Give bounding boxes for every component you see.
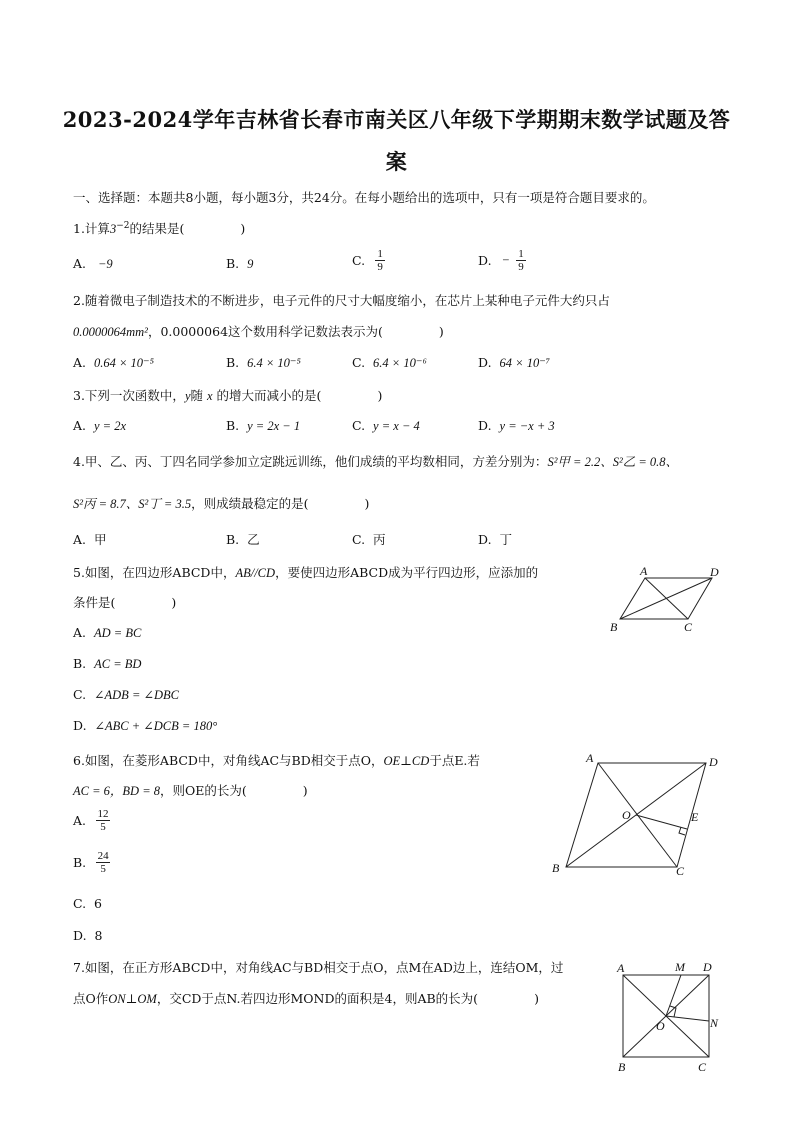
q6-label-o: O: [622, 808, 631, 822]
question-7-stem-line2: 点O作ON⊥OM，交CD于点N.若四边形MOND的面积是4，则AB的长为( ): [73, 991, 539, 1006]
q6-label-c: C: [676, 864, 685, 878]
q7-label-n: N: [710, 1016, 719, 1030]
fraction: $\frac{24}{5}$: [97, 850, 109, 875]
q7-label-d: D: [703, 960, 712, 974]
question-4-stem: 4.甲、乙、丙、丁四名同学参加立定跳远训练，他们成绩的平均数相同，方差分别为：S²甲 = 2.2、S²乙 = 0.8、: [73, 454, 679, 469]
q4-option-b[interactable]: B. 乙: [226, 532, 260, 547]
q4-option-a[interactable]: A. 甲: [73, 532, 107, 547]
q7-label-o: O: [656, 1019, 665, 1033]
section-heading: 一、选择题：本题共8小题，每小题3分，共24分。在每小题给出的选项中，只有一项是符合题目要求的。: [73, 190, 655, 205]
q1-option-a[interactable]: A. −9: [73, 256, 113, 271]
question-1-stem: 1.计算$3^{-2}$的结果是( ): [73, 220, 246, 236]
q5-option-c[interactable]: C. ∠ADB = ∠DBC: [73, 687, 179, 702]
fraction: $\frac{1}{9}$: [375, 248, 385, 273]
q1-option-d[interactable]: D. − $\frac{1}{9}$: [478, 248, 526, 273]
q2-option-d[interactable]: D. 64 × 10⁻⁷: [478, 355, 551, 370]
q6-label-a: A: [586, 751, 594, 765]
question-5-stem: 5.如图，在四边形ABCD中，AB//CD，要使四边形ABCD成为平行四边形，应添加的: [73, 565, 539, 580]
q6-label-e: E: [691, 810, 699, 824]
q1-option-b[interactable]: B. 9: [226, 256, 254, 271]
q2-option-c[interactable]: C. 6.4 × 10⁻⁶: [352, 355, 427, 370]
q6-label-b: B: [552, 861, 560, 875]
page-title: 2023-2024学年吉林省长春市南关区八年级下学期期末数学试题及答: [62, 107, 731, 132]
q5-option-b[interactable]: B. AC = BD: [73, 656, 142, 671]
q6-option-c[interactable]: C. 6: [73, 896, 102, 911]
q3-option-a[interactable]: A. y = 2x: [73, 418, 126, 433]
question-3-stem: 3.下列一次函数中，y随 x 的增大而减小的是( ): [73, 388, 383, 403]
q4-option-d[interactable]: D. 丁: [478, 532, 513, 547]
fraction: $\frac{12}{5}$: [97, 808, 109, 833]
q4-option-c[interactable]: C. 丙: [352, 532, 386, 547]
q3-option-c[interactable]: C. y = x − 4: [352, 418, 420, 433]
question-2-stem-line2: 0.0000064mm²，0.0000064这个数用科学记数法表示为( ): [73, 324, 444, 339]
q6-label-d: D: [709, 755, 718, 769]
q5-option-d[interactable]: D. ∠ABC + ∠DCB = 180°: [73, 718, 218, 733]
question-5-stem-line2: 条件是( ): [73, 595, 177, 610]
q7-label-b: B: [618, 1060, 626, 1074]
question-7-stem: 7.如图，在正方形ABCD中，对角线AC与BD相交于点O，点M在AD边上，连结OM，过: [73, 960, 564, 975]
question-6-stem: 6.如图，在菱形ABCD中，对角线AC与BD相交于点O，OE⊥CD于点E.若: [73, 753, 480, 768]
q7-label-a: A: [617, 961, 625, 975]
q3-option-b[interactable]: B. y = 2x − 1: [226, 418, 301, 433]
q5-option-a[interactable]: A. AD = BC: [73, 625, 142, 640]
question-2-stem: 2.随着微电子制造技术的不断进步，电子元件的尺寸大幅度缩小，在芯片上某种电子元件大约只占: [73, 293, 610, 308]
page-title-continued: 案: [385, 149, 408, 174]
q6-option-d[interactable]: D. 8: [73, 928, 103, 943]
q5-label-a: A: [640, 564, 648, 578]
q2-option-a[interactable]: A. 0.64 × 10⁻⁵: [73, 355, 154, 370]
q5-label-b: B: [610, 620, 618, 634]
q5-label-c: C: [684, 620, 693, 634]
q7-label-c: C: [698, 1060, 707, 1074]
q2-option-b[interactable]: B. 6.4 × 10⁻⁵: [226, 355, 301, 370]
q7-label-m: M: [675, 960, 685, 974]
question-6-stem-line2: AC = 6，BD = 8，则OE的长为( ): [73, 783, 308, 798]
q3-option-d[interactable]: D. y = −x + 3: [478, 418, 555, 433]
q6-option-a[interactable]: A. $\frac{12}{5}$: [73, 808, 109, 833]
q6-option-b[interactable]: B. $\frac{24}{5}$: [73, 850, 109, 875]
fraction: $\frac{1}{9}$: [516, 248, 526, 273]
q1-option-c[interactable]: C. $\frac{1}{9}$: [352, 248, 385, 273]
q5-label-d: D: [710, 565, 719, 579]
question-4-stem-line2: S²丙 = 8.7、S²丁 = 3.5，则成绩最稳定的是( ): [73, 496, 370, 511]
